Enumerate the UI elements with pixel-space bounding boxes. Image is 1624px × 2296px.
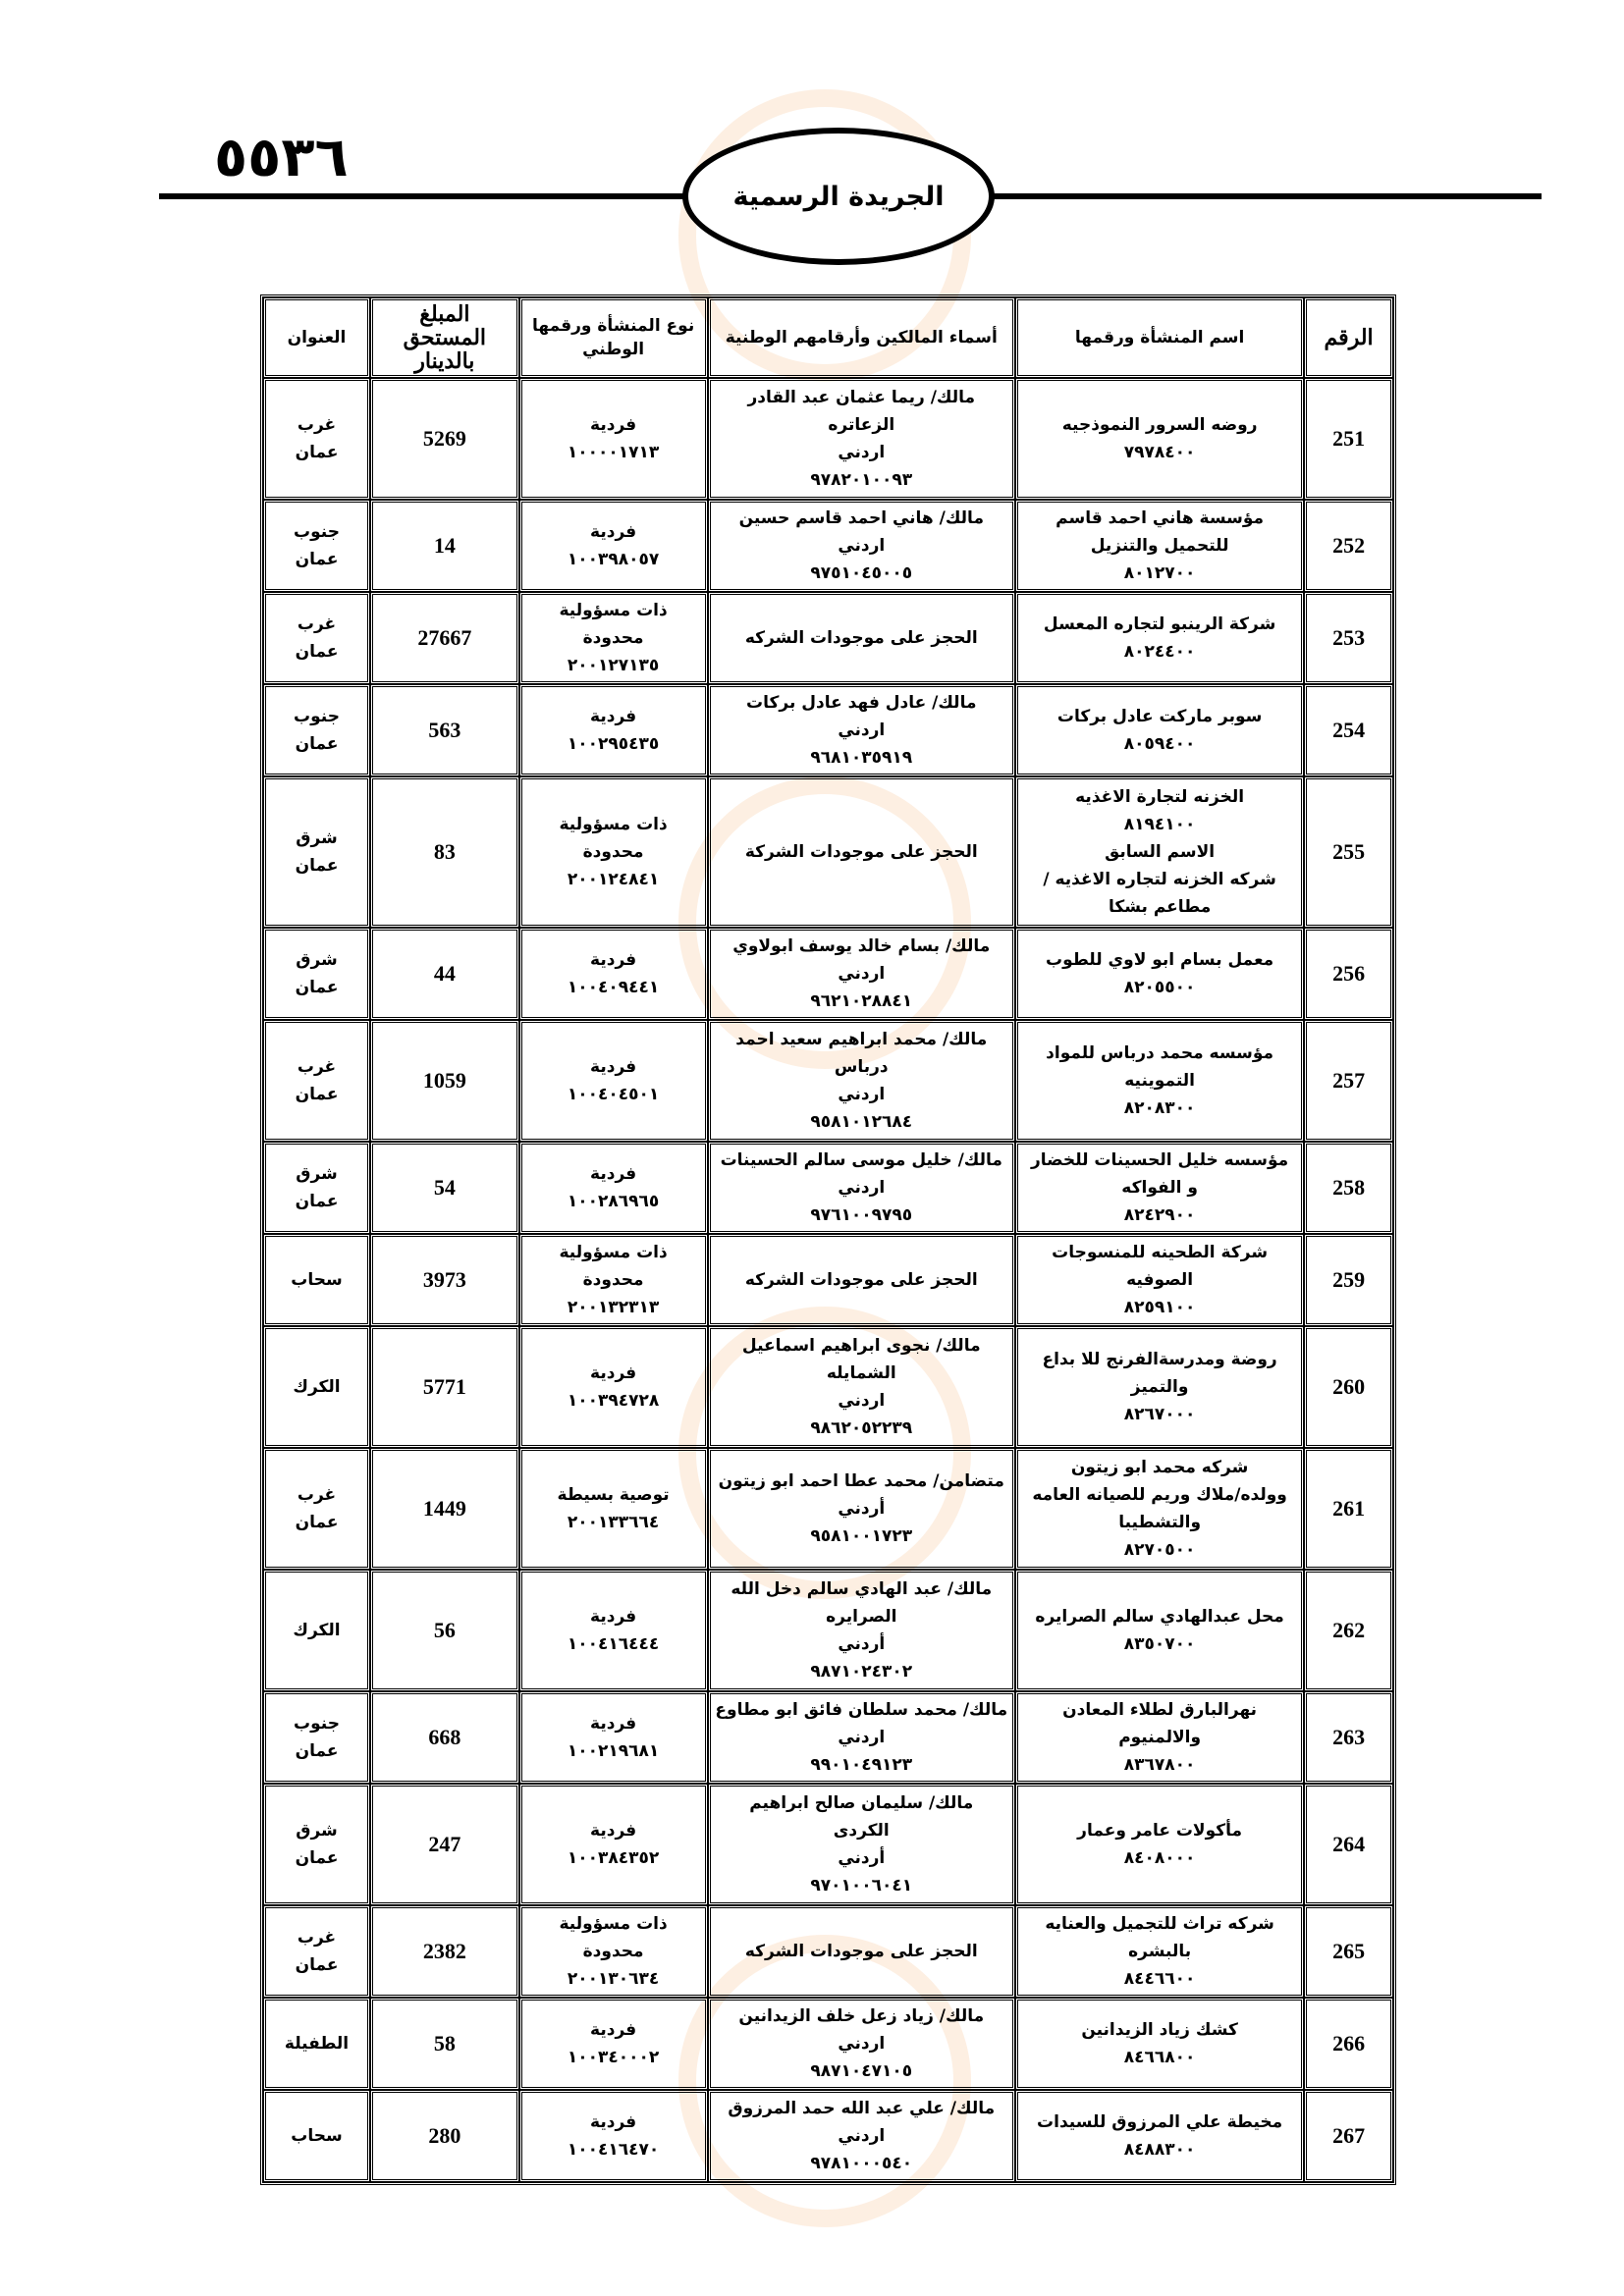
cell-amount: 5771 [370,1326,519,1448]
table-row [263,684,1393,776]
cell-owners [708,1142,1016,1234]
cell-type-line: ٢٠٠١٢٤٨٤١ [567,870,660,889]
cell-address-line: عمان [295,1192,339,1211]
cell-address-line: الطفيلة [284,2034,350,2054]
cell-establishment-line: للتحميل والتنزيل [1090,536,1229,556]
cell-establishment [1015,1570,1304,1691]
cell-owners-line: مالك/ عادل فهد عادل بركات [746,693,977,713]
cell-establishment-line: والالمنيوم [1118,1728,1202,1747]
gazette-title-oval [682,128,995,265]
cell-owners-line: اردني [838,536,886,556]
cell-establishment [1015,928,1304,1020]
cell-owners-line: مالك/ زياد زعل خلف الزيدانين [738,2006,985,2026]
cell-establishment [1015,378,1304,500]
cell-owners-line: ٩٧٦١٠٠٩٧٩٥ [810,1205,913,1225]
cell-owners-line: مالك/ نجوى ابراهيم اسماعيل [741,1336,981,1356]
cell-address-line: جنوب [294,1714,340,1734]
cell-owners-line: الصرايره [826,1607,897,1627]
table-row [263,1998,1393,2090]
cell-address-line: عمان [295,978,339,997]
table-row [263,1448,1393,1570]
cell-establishment-line: روضه السرور النموذجيه [1061,415,1258,435]
cell-establishment-line: ٧٩٧٨٤٠٠ [1123,443,1196,462]
cell-amount: 3973 [370,1234,519,1326]
cell-owners [708,500,1016,592]
cell-amount: 563 [370,684,519,776]
cell-amount: 5269 [370,378,519,500]
cell-type [519,928,708,1020]
cell-address [263,1784,370,1905]
cell-establishment [1015,684,1304,776]
cell-owners-line: اردني [838,721,886,740]
cell-owners-line: اردني [838,2034,886,2054]
cell-establishment-line: سوبر ماركت عادل بركات [1056,707,1263,726]
cell-amount: 54 [370,1142,519,1234]
cell-establishment [1015,2090,1304,2182]
cell-amount: 14 [370,500,519,592]
cell-type [519,1234,708,1326]
cell-address-line: عمان [295,1085,339,1104]
cell-establishment-line: مخيطة علي المرزوق للسيدات [1037,2112,1283,2132]
table-row [263,500,1393,592]
cell-address-line: غرب [297,1485,337,1505]
cell-type-line: فردية [590,2020,637,2040]
cell-owners-line: الحجز على موجودات الشركة [744,842,978,862]
cell-type-line: ذات مسؤولية [559,601,668,620]
cell-type [519,1020,708,1142]
cell-type-line: ذات مسؤولية [559,1243,668,1262]
cell-type [519,1691,708,1784]
cell-address-line: عمان [295,1848,339,1868]
cell-address-line: عمان [295,734,339,754]
cell-owners-line: ٩٧٨٢٠١٠٠٩٣ [810,470,913,490]
table-row [263,1570,1393,1691]
cell-address-line: سحاب [291,1270,343,1290]
cell-establishment [1015,1234,1304,1326]
cell-number: 264 [1304,1784,1393,1905]
cell-establishment-line: ٨٤٤٦٦٠٠ [1123,1969,1196,1989]
cell-owners-line: مالك/ هاني احمد قاسم حسين [738,508,984,528]
cell-type-line: فردية [590,1714,637,1734]
col-header-owners: أسماء المالكين وأرقامهم الوطنية [708,297,1016,378]
cell-owners [708,1326,1016,1448]
cell-establishment-line: شركه الخزنه لتجاره الاغذيه / [1043,870,1276,889]
cell-establishment [1015,1691,1304,1784]
cell-address [263,1142,370,1234]
cell-establishment-line: ٨٢٤٢٩٠٠ [1123,1205,1196,1225]
table-row [263,928,1393,1020]
cell-address-line: عمان [295,1955,339,1975]
cell-owners [708,928,1016,1020]
cell-establishment-line: ٨٢٦٧٠٠٠ [1123,1405,1196,1424]
cell-type-line: ١٠٠٣٩٤٧٢٨ [567,1391,660,1411]
cell-address [263,1020,370,1142]
cell-type-line: ذات مسؤولية [559,815,668,834]
cell-address [263,1998,370,2090]
cell-type-line: فردية [590,1821,637,1841]
establishments-table [260,294,1396,2185]
cell-establishment-line: الصوفيه [1126,1270,1194,1290]
cell-establishment-line: والتشطيبا [1118,1513,1202,1532]
cell-owners-line: متضامن/ محمد عطا احمد ابو زيتون [718,1471,1004,1491]
cell-establishment-line: ٨٤٨٨٣٠٠ [1123,2140,1196,2160]
cell-establishment-line: معمل بسام ابو لاوي للطوب [1046,950,1274,970]
cell-address-line: عمان [295,642,339,662]
cell-owners-line: ٩٨٧١٠٢٤٣٠٢ [810,1662,913,1682]
cell-type-line: فردية [590,707,637,726]
cell-address [263,1570,370,1691]
cell-establishment-line: ٨٤٠٨٠٠٠ [1123,1848,1196,1868]
cell-type-line: محدودة [582,1942,644,1961]
cell-owners-line: الكردى [833,1821,890,1841]
cell-owners [708,592,1016,684]
cell-owners-line: مالك/ سليمان صالح ابراهيم [749,1793,974,1813]
cell-owners-line: ٩٦٨١٠٣٥٩١٩ [810,748,913,768]
cell-establishment-line: ٨٢٠٥٥٠٠ [1123,978,1196,997]
cell-establishment-line: كشك زياد الزيدانين [1081,2020,1238,2040]
cell-establishment-line: مؤسسه خليل الحسينات للخضار [1031,1150,1289,1170]
cell-establishment-line: ٨٢٥٩١٠٠ [1123,1298,1196,1317]
cell-address [263,1234,370,1326]
cell-address-line: الكرك [293,1621,341,1640]
cell-owners-line: ٩٧٠١٠٠٦٠٤١ [810,1876,913,1896]
cell-type-line: فردية [590,1057,637,1077]
cell-type-line: ١٠٠٢٩٥٤٣٥ [567,734,660,754]
cell-amount: 83 [370,776,519,928]
cell-owners-line: ٩٥٨١٠١٢٦٨٤ [810,1112,913,1132]
cell-type-line: ٢٠٠١٣٣٦٦٤ [567,1513,660,1532]
table-row [263,1020,1393,1142]
cell-establishment [1015,1142,1304,1234]
cell-owners-line: اردني [838,1391,886,1411]
cell-owners [708,776,1016,928]
cell-address-line: عمان [295,550,339,569]
cell-owners-line: مالك/ علي عبد الله حمد المرزوق [728,2099,996,2118]
cell-address [263,1326,370,1448]
cell-establishment-line: ٨٣٥٠٧٠٠ [1123,1634,1196,1654]
cell-number: 253 [1304,592,1393,684]
cell-amount: 1059 [370,1020,519,1142]
cell-type [519,776,708,928]
cell-owners-line: درباس [834,1057,889,1077]
cell-establishment-line: ٨٣٦٧٨٠٠ [1123,1755,1196,1775]
cell-type [519,1905,708,1998]
cell-owners-line: مالك/ محمد ابراهيم سعيد احمد [735,1030,988,1049]
cell-type-line: ١٠٠٠٠١٧١٣ [567,443,660,462]
cell-type-line: ١٠٠٤١٦٤٧٠ [567,2140,660,2160]
table-row [263,592,1393,684]
cell-owners [708,1020,1016,1142]
cell-type [519,378,708,500]
cell-address-line: عمان [295,856,339,876]
cell-number: 261 [1304,1448,1393,1570]
table-row [263,378,1393,500]
cell-establishment-line: محل عبدالهادي سالم الصرايره [1035,1607,1284,1627]
cell-number: 257 [1304,1020,1393,1142]
cell-address-line: غرب [297,1928,337,1948]
cell-type-line: ١٠٠٤٠٤٥٠١ [567,1085,660,1104]
table-row [263,1691,1393,1784]
cell-establishment-line: مأكولات عامر وعمار [1077,1821,1243,1841]
table-row [263,1326,1393,1448]
cell-type-line: ١٠٠٣٩٨٠٥٧ [567,550,660,569]
cell-owners-line: اردني [838,1085,886,1104]
cell-owners-line: مالك/ محمد سلطان فائق ابو مطاوع [715,1700,1008,1720]
col-header-address: العنوان [263,297,370,378]
cell-type [519,1784,708,1905]
cell-owners-line: الحجز على موجودات الشركه [744,1270,978,1290]
cell-type-line: فردية [590,1607,637,1627]
cell-address-line: غرب [297,614,337,634]
cell-type-line: ١٠٠٣٨٤٣٥٢ [567,1848,660,1868]
cell-type-line: فردية [590,1363,637,1383]
cell-type-line: ١٠٠٢١٩٦٨١ [567,1741,660,1761]
cell-type-line: فردية [590,1164,637,1184]
cell-address-line: شرق [296,1821,338,1841]
table-header-row [263,297,1393,378]
cell-address-line: جنوب [294,707,340,726]
cell-amount: 2382 [370,1905,519,1998]
cell-owners-line: أردني [838,1848,886,1868]
cell-owners-line: ٩٨٦٢٠٥٢٢٣٩ [810,1418,913,1438]
cell-establishment-line: ٨٠٢٤٤٠٠ [1123,642,1196,662]
cell-establishment-line: مؤسسة هاني احمد قاسم [1056,508,1265,528]
cell-type [519,500,708,592]
cell-address-line: شرق [296,828,338,848]
cell-owners-line: ٩٩٠١٠٤٩١٢٣ [810,1755,913,1775]
cell-owners [708,1570,1016,1691]
cell-address [263,928,370,1020]
cell-type-line: ١٠٠٣٤٠٠٠٢ [567,2048,660,2067]
cell-owners-line: اردني [838,2126,886,2146]
cell-amount: 56 [370,1570,519,1691]
cell-type-line: ١٠٠٤٠٩٤٤١ [567,978,660,997]
table-row [263,776,1393,928]
cell-address-line: غرب [297,415,337,435]
cell-establishment-line: والتميز [1130,1377,1189,1397]
cell-establishment-line: ٨١٩٤١٠٠ [1123,815,1196,834]
cell-owners-line: ٩٧٥١٠٤٥٠٠٥ [810,563,913,583]
cell-address-line: شرق [296,950,338,970]
cell-amount: 44 [370,928,519,1020]
cell-owners-line: اردني [838,443,886,462]
cell-type-line: ١٠٠٢٨٦٩٦٥ [567,1192,660,1211]
cell-owners-line: ٩٧٨١٠٠٠٥٤٠ [810,2154,913,2173]
cell-type [519,1448,708,1570]
table-row [263,2090,1393,2182]
table-row [263,1905,1393,1998]
cell-type-line: ذات مسؤولية [559,1914,668,1934]
cell-owners [708,1784,1016,1905]
cell-address-line: سحاب [291,2126,343,2146]
cell-address-line: جنوب [294,522,340,542]
cell-establishment [1015,1020,1304,1142]
cell-type-line: فردية [590,950,637,970]
table-row [263,1784,1393,1905]
cell-owners [708,2090,1016,2182]
cell-establishment-line: مطاعم بشكا [1108,897,1212,917]
cell-establishment-line: شركه محمد ابو زيتون [1070,1458,1249,1477]
cell-address [263,776,370,928]
cell-type-line: محدودة [582,628,644,648]
cell-establishment-line: نهرالبارق لطلاء المعادن [1062,1700,1258,1720]
cell-owners-line: مالك/ ريما عثمان عبد القادر [747,388,976,407]
cell-number: 260 [1304,1326,1393,1448]
cell-owners-line: اردني [838,964,886,984]
cell-address [263,1448,370,1570]
cell-number: 267 [1304,2090,1393,2182]
cell-type-line: محدودة [582,842,644,862]
cell-type [519,592,708,684]
cell-amount: 247 [370,1784,519,1905]
cell-owners [708,684,1016,776]
cell-address [263,592,370,684]
cell-establishment-line: الخزنه لتجارة الاغذيه [1075,787,1245,807]
cell-address-line: عمان [295,1513,339,1532]
cell-establishment [1015,1448,1304,1570]
cell-number: 258 [1304,1142,1393,1234]
cell-number: 252 [1304,500,1393,592]
cell-owners [708,1691,1016,1784]
cell-type [519,1326,708,1448]
cell-owners-line: مالك/ خليل موسى سالم الحسينات [720,1150,1002,1170]
cell-amount: 668 [370,1691,519,1784]
cell-number: 256 [1304,928,1393,1020]
cell-type [519,2090,708,2182]
cell-owners-line: اردني [838,1728,886,1747]
cell-owners-line: مالك/ بسام خالد يوسف ابولاوي [732,936,991,956]
col-header-amount: المبلغ المستحق بالدينار [370,297,519,378]
cell-type [519,1142,708,1234]
cell-establishment-line: شركة الطحينه للمنسوجات [1052,1243,1269,1262]
cell-owners-line: أردني [838,1634,886,1654]
cell-number: 254 [1304,684,1393,776]
cell-type [519,684,708,776]
cell-type-line: فردية [590,2112,637,2132]
cell-type-line: توصية بسيطة [557,1485,670,1505]
cell-establishment-line: روضة ومدرسةالفرنج للا بداع [1042,1350,1277,1369]
cell-type-line: فردية [590,415,637,435]
cell-owners [708,1998,1016,2090]
cell-amount: 280 [370,2090,519,2182]
cell-amount: 1449 [370,1448,519,1570]
cell-type [519,1570,708,1691]
cell-establishment-line: الاسم السابق [1105,842,1216,862]
cell-owners [708,1234,1016,1326]
cell-type [519,1998,708,2090]
cell-owners-line: مالك/ عبد الهادي سالم دخل الله [731,1579,993,1599]
cell-establishment [1015,1905,1304,1998]
cell-type-line: ٢٠٠١٢٧١٣٥ [567,656,660,675]
cell-address [263,1905,370,1998]
cell-number: 251 [1304,378,1393,500]
cell-type-line: ١٠٠٤١٦٤٤٤ [567,1634,660,1654]
cell-address-line: الكرك [293,1377,341,1397]
cell-owners-line: ٩٨٧١٠٤٧١٠٥ [810,2061,913,2081]
cell-owners-line: ٩٦٢١٠٢٨٨٤١ [810,991,913,1011]
cell-establishment-line: شركة الرينبو لتجاره المعسل [1043,614,1276,634]
col-header-number: الرقم [1304,297,1393,378]
cell-establishment-line: ٨٢٧٠٥٠٠ [1123,1540,1196,1560]
cell-establishment [1015,776,1304,928]
cell-owners-line: الحجز على موجودات الشركه [744,628,978,648]
cell-address-line: غرب [297,1057,337,1077]
cell-address-line: عمان [295,443,339,462]
cell-owners [708,1448,1016,1570]
cell-establishment-line: شركه تراث للتجميل والعنايه [1045,1914,1274,1934]
cell-establishment-line: ٨٢٠٨٣٠٠ [1123,1098,1196,1118]
table-row [263,1142,1393,1234]
cell-address [263,378,370,500]
page-number: ٥٥٣٦ [214,126,349,189]
cell-type-line: ٢٠٠١٣٢٣١٣ [567,1298,660,1317]
cell-establishment-line: ٨٠٥٩٤٠٠ [1123,734,1196,754]
cell-number: 255 [1304,776,1393,928]
cell-number: 265 [1304,1905,1393,1998]
cell-type-line: ٢٠٠١٣٠٦٣٤ [567,1969,660,1989]
cell-number: 259 [1304,1234,1393,1326]
cell-owners-line: اردني [838,1178,886,1198]
cell-establishment-line: و الفواكه [1121,1178,1198,1198]
cell-establishment [1015,1784,1304,1905]
cell-establishment [1015,592,1304,684]
cell-owners [708,378,1016,500]
cell-establishment-line: بالبشره [1128,1942,1192,1961]
cell-number: 262 [1304,1570,1393,1691]
cell-establishment-line: مؤسسه محمد درباس للمواد [1046,1043,1274,1063]
cell-address-line: شرق [296,1164,338,1184]
cell-owners-line: الحجز على موجودات الشركه [744,1942,978,1961]
cell-type-line: فردية [590,522,637,542]
cell-establishment-line: التموينيه [1124,1071,1195,1091]
cell-owners-line: ٩٥٨١٠٠١٧٢٣ [810,1526,913,1546]
table-row [263,1234,1393,1326]
cell-address [263,500,370,592]
cell-type-line: محدودة [582,1270,644,1290]
cell-number: 266 [1304,1998,1393,2090]
cell-establishment [1015,1326,1304,1448]
cell-address [263,684,370,776]
cell-address [263,2090,370,2182]
cell-establishment-line: وولده/ملاك وريم للصيانه العامه [1032,1485,1287,1505]
cell-owners-line: أردني [838,1499,886,1519]
cell-address-line: عمان [295,1741,339,1761]
cell-establishment-line: ٨٤٦٦٨٠٠ [1123,2048,1196,2067]
cell-amount: 58 [370,1998,519,2090]
cell-owners [708,1905,1016,1998]
col-header-type: نوع المنشأة ورقمها الوطني [519,297,708,378]
cell-number: 263 [1304,1691,1393,1784]
cell-address [263,1691,370,1784]
cell-owners-line: الزعاتره [828,415,895,435]
gazette-title: الجريدة الرسمية [732,181,945,212]
col-header-name: اسم المنشأة ورقمها [1015,297,1304,378]
cell-amount: 27667 [370,592,519,684]
cell-establishment [1015,1998,1304,2090]
cell-owners-line: الشمايله [826,1363,896,1383]
cell-establishment [1015,500,1304,592]
cell-establishment-line: ٨٠١٢٧٠٠ [1123,563,1196,583]
